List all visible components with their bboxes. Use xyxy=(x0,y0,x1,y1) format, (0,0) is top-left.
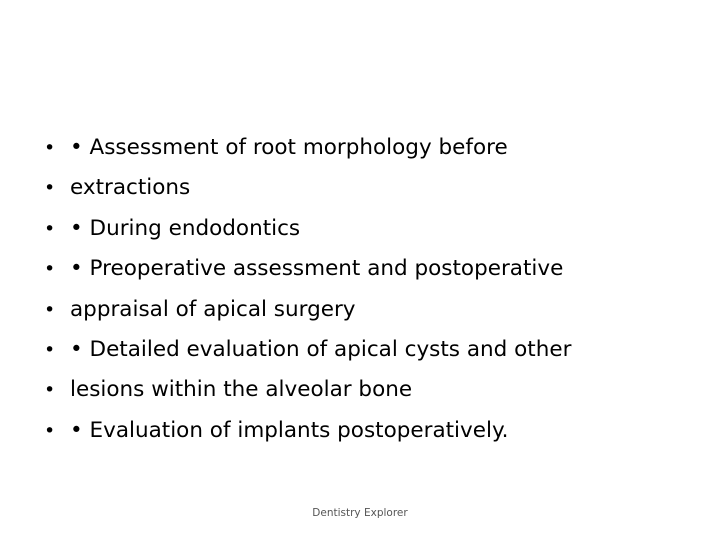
bullet-text: • Preoperative assessment and postoperative xyxy=(70,256,564,282)
bullet-item xyxy=(44,330,684,370)
bullet-text: appraisal of apical surgery xyxy=(70,296,356,322)
bullet-text: • Evaluation of implants postoperatively. xyxy=(70,417,509,443)
bullet-marker: • xyxy=(44,217,56,240)
bullet-item xyxy=(44,168,684,208)
bullet-item xyxy=(44,249,684,289)
bullet-text: • Assessment of root morphology before xyxy=(70,135,508,160)
bullet-item xyxy=(44,370,684,410)
bullet-text: lesions within the alveolar bone xyxy=(70,377,413,403)
bullet-item xyxy=(44,128,684,168)
bullet-item xyxy=(44,411,684,451)
bullet-list xyxy=(44,128,684,451)
bullet-marker: • xyxy=(44,177,56,200)
bullet-text: extractions xyxy=(70,175,191,201)
bullet-text: • During endodontics xyxy=(70,215,301,241)
bullet-text: • Detailed evaluation of apical cysts and other xyxy=(70,336,572,362)
bullet-marker: • xyxy=(44,338,56,361)
bullet-marker: • xyxy=(44,298,56,321)
bullet-marker: • xyxy=(44,419,56,442)
bullet-marker: • xyxy=(44,258,56,281)
slide-footer: Dentistry Explorer xyxy=(312,507,408,519)
bullet-item xyxy=(44,209,684,249)
bullet-marker: • xyxy=(44,137,56,159)
bullet-marker: • xyxy=(44,379,56,402)
bullet-item xyxy=(44,290,684,330)
